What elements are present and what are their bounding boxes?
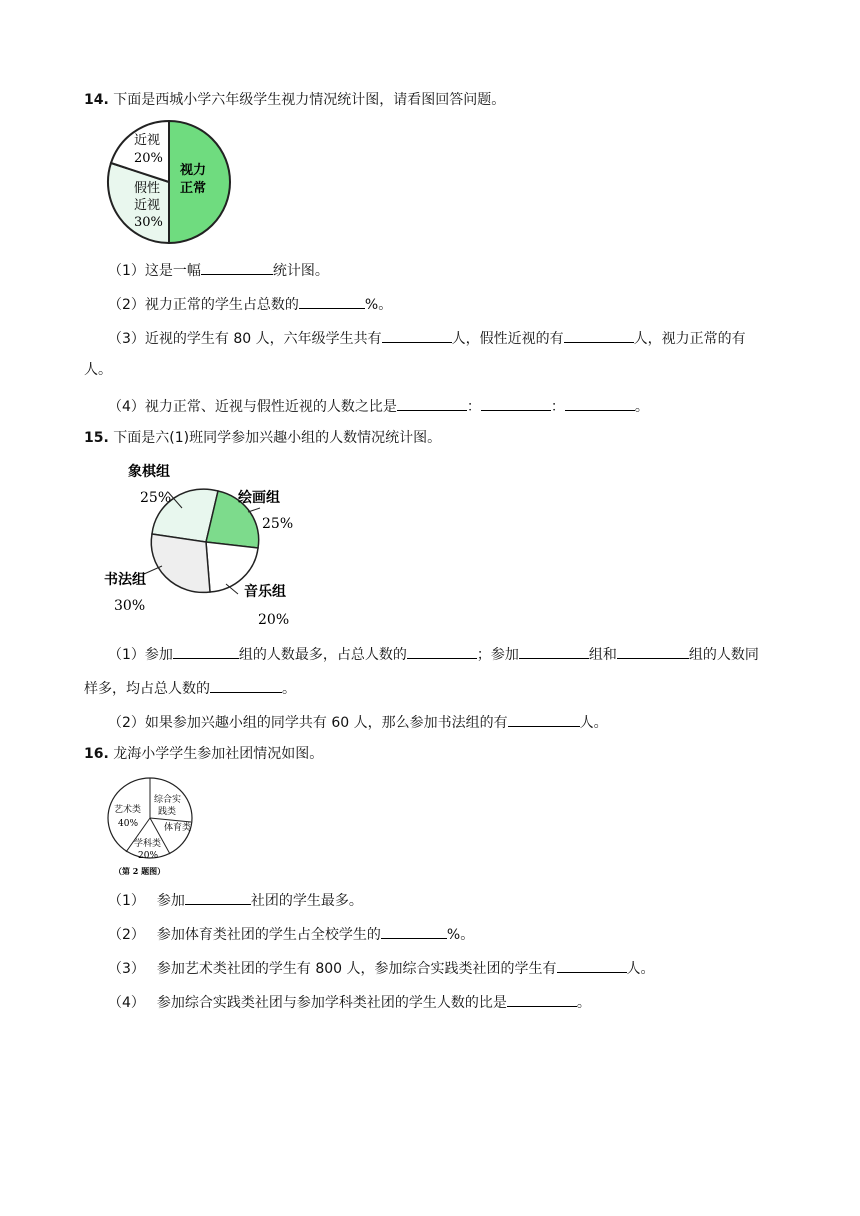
answer-blank[interactable] [508, 710, 580, 727]
slice-label: 近视 [134, 198, 161, 213]
chart-caption: （第 2 题图） [114, 866, 166, 876]
q14-sub-1 [108, 258, 329, 281]
answer-blank[interactable] [565, 394, 635, 411]
question-16-stem [84, 744, 323, 764]
text: （1）参加 [108, 647, 173, 663]
question-text: 下面是西城小学六年级学生视力情况统计图，请看图回答问题。 [113, 92, 506, 108]
text: 参加体育类社团的学生占全校学生的 [156, 927, 381, 943]
text: （2）视力正常的学生占总数的 [108, 297, 299, 313]
q14-sub-2 [108, 292, 392, 315]
slice-label: 25% [140, 490, 172, 506]
question-number: 14. [84, 92, 109, 108]
text: 人，假性近视的有 [451, 331, 564, 347]
q14-sub-4 [108, 394, 649, 417]
text: 组的人数最多，占总人数的 [238, 647, 407, 663]
slice-label: 践类 [158, 807, 177, 817]
answer-blank[interactable] [299, 292, 365, 309]
answer-blank[interactable] [617, 642, 689, 659]
answer-blank[interactable] [173, 642, 239, 659]
slice-label: 象棋组 [128, 464, 170, 480]
text: 人。 [84, 362, 112, 378]
slice-label: 视力 [180, 163, 207, 178]
question-14-stem [84, 90, 505, 110]
text: 社团的学生最多。 [250, 893, 363, 909]
answer-blank[interactable] [397, 394, 467, 411]
q14-sub-3-wrap [84, 360, 112, 380]
slice-label: 20% [138, 851, 159, 861]
answer-blank[interactable] [381, 922, 447, 939]
text: （4） [108, 995, 145, 1011]
interest-group-pie-chart [98, 456, 310, 632]
slice-label: 学科类 [134, 839, 162, 849]
slice-label: 书法组 [104, 572, 146, 588]
q16-sub-3 [108, 956, 655, 979]
text: 组的人数同 [688, 647, 759, 663]
answer-blank[interactable] [519, 642, 589, 659]
q16-sub-4 [108, 990, 591, 1013]
q15-sub-2 [108, 710, 608, 733]
slice-label: 20% [134, 151, 163, 166]
text: 人。 [626, 961, 655, 977]
text: （2） [108, 927, 145, 943]
text: （1） [108, 893, 145, 909]
club-pie-chart [104, 774, 200, 878]
answer-blank[interactable] [564, 326, 634, 343]
text: ： [550, 399, 565, 415]
q15-sub-1-wrap [84, 676, 296, 699]
slice-label: 30% [134, 215, 163, 230]
answer-blank[interactable] [210, 676, 282, 693]
text: 参加 [156, 893, 185, 909]
slice-label: 体育类 [164, 823, 192, 833]
text: %。 [364, 297, 393, 313]
vision-pie-chart [104, 118, 236, 246]
q16-sub-1 [108, 888, 363, 911]
text: 样多，均占总人数的 [84, 681, 210, 697]
text: 。 [282, 681, 296, 697]
text: 。 [634, 399, 649, 415]
text: （2）如果参加兴趣小组的同学共有 60 人，那么参加书法组的有 [108, 715, 508, 731]
text: 人。 [579, 715, 608, 731]
slice-label: 综合实 [154, 795, 182, 805]
answer-blank[interactable] [185, 888, 251, 905]
slice-label: 近视 [134, 133, 161, 148]
question-text: 下面是六(1)班同学参加兴趣小组的人数情况统计图。 [113, 430, 442, 446]
answer-blank[interactable] [481, 394, 551, 411]
question-15-stem [84, 428, 441, 448]
slice-label: 25% [262, 516, 294, 532]
answer-blank[interactable] [407, 642, 477, 659]
slice-label: 绘画组 [238, 490, 280, 506]
answer-blank[interactable] [382, 326, 452, 343]
text: 参加艺术类社团的学生有 800 人，参加综合实践类社团的学生有 [156, 961, 557, 977]
text: 组和 [588, 647, 617, 663]
q14-sub-3 [108, 326, 746, 349]
slice-label: 20% [258, 612, 290, 628]
slice-label: 艺术类 [114, 805, 142, 815]
text: ： [466, 399, 481, 415]
text: （4）视力正常、近视与假性近视的人数之比是 [108, 399, 397, 415]
slice-label: 30% [114, 598, 146, 614]
slice-label: 假性 [134, 181, 161, 196]
text: （3）近视的学生有 80 人，六年级学生共有 [108, 331, 382, 347]
slice-label: 正常 [180, 181, 207, 196]
text: （3） [108, 961, 145, 977]
q15-sub-1 [108, 642, 759, 665]
question-number: 15. [84, 430, 109, 446]
question-text: 龙海小学学生参加社团情况如图。 [113, 746, 324, 762]
q16-sub-2 [108, 922, 474, 945]
text: 人，视力正常的有 [633, 331, 746, 347]
text: ；参加 [476, 647, 519, 663]
text: 参加综合实践类社团与参加学科类社团的学生人数的比是 [156, 995, 507, 1011]
text: 。 [576, 995, 591, 1011]
slice-label: 40% [118, 819, 139, 829]
answer-blank[interactable] [201, 258, 273, 275]
slice-label: 音乐组 [244, 584, 286, 600]
question-number: 16. [84, 746, 109, 762]
text: 统计图。 [272, 263, 329, 279]
answer-blank[interactable] [557, 956, 627, 973]
answer-blank[interactable] [507, 990, 577, 1007]
text: %。 [446, 927, 475, 943]
text: （1）这是一幅 [108, 263, 201, 279]
